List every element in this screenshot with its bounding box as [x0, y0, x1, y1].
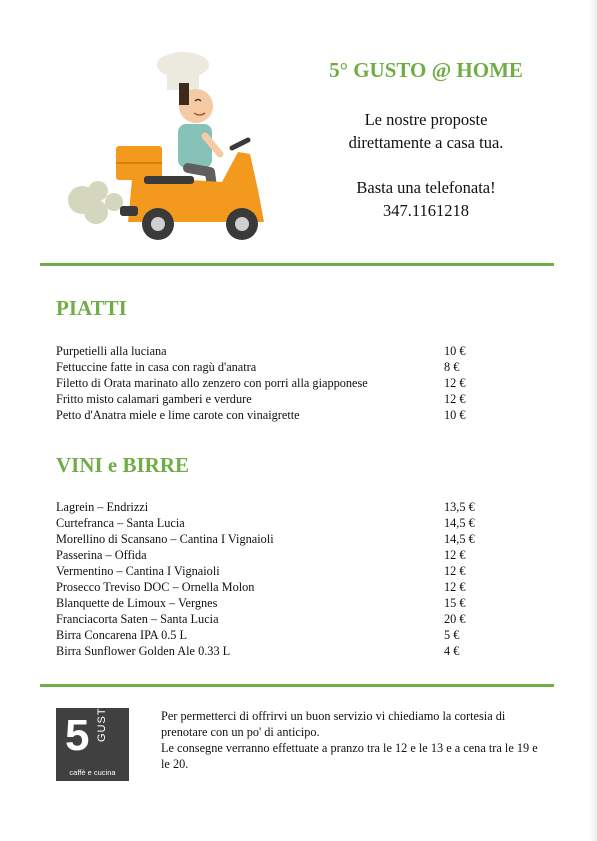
call-line: Basta una telefonata!: [356, 178, 496, 197]
item-price: 5 €: [444, 628, 460, 642]
item-name: Curtefranca – Santa Lucia: [56, 516, 185, 530]
piatti-list: [56, 343, 486, 423]
footer-line-1: Per permetterci di offrirvi un buon servizio vi chiediamo la cortesia di prenotare con un po' di anticipo.: [161, 709, 506, 739]
item-price: 13,5 €: [444, 500, 475, 514]
brand-title: 5° GUSTO @ HOME: [329, 58, 523, 82]
vini-list: [56, 499, 486, 659]
item-name: Blanquette de Limoux – Vergnes: [56, 596, 218, 610]
green-divider-bottom: [40, 684, 554, 687]
item-name: Birra Sunflower Golden Ale 0.33 L: [56, 644, 231, 658]
list-item: [56, 531, 486, 547]
item-price: 12 €: [444, 392, 466, 406]
phone-number[interactable]: 347.1161218: [382, 201, 469, 220]
list-item: [56, 627, 486, 643]
item-price: 12 €: [444, 564, 466, 578]
list-item: [56, 375, 486, 391]
list-item: [56, 343, 486, 359]
list-item: [56, 563, 486, 579]
intro-text: [300, 108, 552, 222]
item-price: 8 €: [444, 360, 460, 374]
list-item: [56, 391, 486, 407]
item-name: Vermentino – Cantina I Vignaioli: [56, 564, 220, 578]
list-item: [56, 359, 486, 375]
item-name: Franciacorta Saten – Santa Lucia: [56, 612, 219, 626]
item-price: 12 €: [444, 548, 466, 562]
item-price: 14,5 €: [444, 516, 475, 530]
list-item: [56, 547, 486, 563]
item-price: 15 €: [444, 596, 466, 610]
list-item: [56, 499, 486, 515]
logo-word: GUSTO: [96, 698, 108, 742]
footer-note: [161, 708, 547, 772]
item-price: 10 €: [444, 408, 466, 422]
list-item: [56, 611, 486, 627]
item-name: Lagrein – Endrizzi: [56, 500, 149, 514]
item-price: 12 €: [444, 580, 466, 594]
item-name: Prosecco Treviso DOC – Ornella Molon: [56, 580, 255, 594]
logo: [56, 698, 129, 781]
logo-number: 5: [65, 711, 90, 760]
list-item: [56, 407, 486, 423]
item-price: 10 €: [444, 344, 466, 358]
item-name: Filetto di Orata marinato allo zenzero con porri alla giapponese: [56, 376, 368, 390]
section-title-piatti: PIATTI: [56, 296, 127, 320]
list-item: [56, 515, 486, 531]
list-item: [56, 595, 486, 611]
item-name: Purpetielli alla luciana: [56, 344, 167, 358]
item-name: Fettuccine fatte in casa con ragù d'anatra: [56, 360, 257, 374]
intro-line-1: Le nostre proposte: [364, 110, 488, 129]
chef-on-scooter-icon: [62, 50, 272, 245]
footer-line-2: Le consegne verranno effettuate a pranzo tra le 12 e le 13 e a cena tra le 19 e le 20.: [161, 741, 538, 771]
logo-tagline: caffè e cucina: [69, 768, 116, 777]
item-price: 20 €: [444, 612, 466, 626]
page-edge-shadow: [589, 0, 597, 841]
intro-line-2: direttamente a casa tua.: [348, 133, 504, 152]
item-name: Passerina – Offida: [56, 548, 147, 562]
list-item: [56, 579, 486, 595]
item-name: Fritto misto calamari gamberi e verdure: [56, 392, 252, 406]
green-divider-top: [40, 263, 554, 266]
item-price: 4 €: [444, 644, 460, 658]
item-name: Birra Concarena IPA 0.5 L: [56, 628, 188, 642]
list-item: [56, 643, 486, 659]
item-price: 12 €: [444, 376, 466, 390]
item-name: Morellino di Scansano – Cantina I Vignaioli: [56, 532, 274, 546]
item-price: 14,5 €: [444, 532, 475, 546]
item-name: Petto d'Anatra miele e lime carote con vinaigrette: [56, 408, 300, 422]
section-title-vini: VINI e BIRRE: [56, 453, 190, 477]
